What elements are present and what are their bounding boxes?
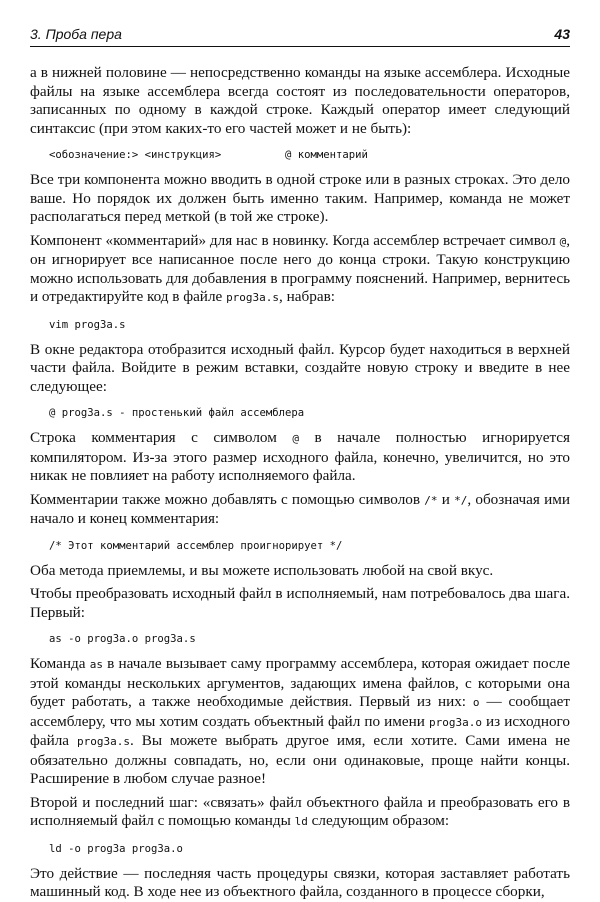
- paragraph-3: [30, 232, 570, 308]
- code-as-command: as -o prog3a.o prog3a.s: [49, 633, 196, 645]
- paragraph-11: Это действие — последняя часть процедуры связки, которая заставляет работать машинный код. В ходе нее из объектного файла, созданного в процессе сборки,: [30, 864, 570, 900]
- paragraph-5: [30, 429, 570, 486]
- paragraph-9-text-a: Команда: [30, 655, 90, 672]
- page-body: [30, 64, 570, 902]
- paragraph-9-text-d: из исходного файла: [30, 712, 570, 749]
- code-comment-line: @ prog3a.s - простенький файл ассемблера: [49, 407, 305, 419]
- comment-close-symbol: */: [454, 493, 468, 507]
- paragraph-3-text-b: , он игнорирует все написанное после него до конца строки. Такую конструкцию можно использовать для добавления в программу пояснений. Например, вернитесь и отредактируйте код в файле: [30, 231, 570, 305]
- ld-command-name: ld: [294, 815, 308, 828]
- chapter-title: 3. Проба пера: [30, 26, 122, 42]
- paragraph-9-text-b: в начале вызывает саму программу ассемблера, которая ожидает после этой команды нескольких аргументов, задающих имена файлов, с которыми она будет работать, а также необходимые действия. Первый из них:: [30, 655, 570, 710]
- paragraph-3-text-c: , набрав:: [279, 288, 335, 305]
- paragraph-8: Чтобы преобразовать исходный файл в исполняемый, нам потребовалось два шага. Первый:: [30, 585, 570, 621]
- paragraph-10: [30, 794, 570, 832]
- source-file-name: prog3a.s: [77, 735, 130, 748]
- o-flag: o: [472, 696, 480, 709]
- paragraph-6-text-b: , обозначая ими начало и конец комментария:: [30, 490, 570, 527]
- paragraph-6-and: и: [437, 490, 455, 508]
- paragraph-5-text-b: в начале полностью игнорируется компилятором. Из-за этого размер исходного файла, конечно, увеличится, но это никак не повлияет на работу исполняемого файла.: [30, 429, 570, 484]
- paragraph-9: [30, 655, 570, 789]
- paragraph-7: Оба метода приемлемы, и вы можете использовать любой на свой вкус.: [30, 561, 494, 579]
- running-header: [30, 0, 570, 47]
- paragraph-10-text-a: Второй и последний шаг: «связать» файл объектного файла и преобразовать его в исполняемый файл с помощью команды: [30, 793, 570, 829]
- paragraph-6: [30, 491, 570, 529]
- code-block-comment: /* Этот комментарий ассемблер проигнорирует */: [49, 539, 343, 552]
- paragraph-9-text-c: — сообщает ассемблеру, что мы хотим создать объектный файл по имени: [30, 693, 570, 730]
- page-number: 43: [554, 26, 570, 42]
- at-symbol: @: [559, 234, 567, 248]
- paragraph-10-text-b: следующим образом:: [307, 812, 450, 829]
- at-symbol: @: [292, 432, 299, 445]
- object-file-name: prog3a.o: [428, 715, 482, 729]
- paragraph-5-text-a: Строка комментария с символом: [30, 429, 293, 446]
- paragraph-4: В окне редактора отобразится исходный файл. Курсор будет находиться в верхней части файла. Войдите в режим вставки, создайте новую строку и введите в нее следующее:: [30, 340, 570, 395]
- paragraph-6-text-a: Комментарии также можно добавлять с помощью символов: [30, 490, 425, 508]
- paragraph-3-text-a: Компонент «комментарий» для нас в новинку. Когда ассемблер встречает символ: [30, 231, 560, 249]
- paragraph-2: Все три компонента можно вводить в одной строке или в разных строках. Это дело ваше. Но порядок их должен быть именно таким. Например, команда не может располагаться перед меткой (в той же строке).: [30, 171, 570, 225]
- as-command-name: as: [89, 658, 103, 671]
- code-vim: vim prog3a.s: [49, 318, 126, 331]
- file-name: prog3a.s: [226, 291, 280, 304]
- paragraph-1: а в нижней половине — непосредственно команды на языке ассемблера. Исходные файлы на языке ассемблера всегда состоят из последовательности операторов, записанных по одному в каждой строке. Каждый оператор имеет следующий синтаксис (при этом каких-то его частей может и не быть):: [30, 64, 570, 137]
- comment-open-symbol: /*: [424, 493, 438, 507]
- paragraph-9-text-e: . Вы можете выбрать другое имя, если хотите. Сами имена не обязательно должны совпадать, но, если они одинаковые, проще найти концы. Расширение в любом случае разное!: [30, 732, 570, 787]
- code-ld-command: ld -o prog3a prog3a.o: [49, 842, 183, 855]
- code-syntax: <обозначение:> <инструкция> @ комментарий: [49, 149, 368, 161]
